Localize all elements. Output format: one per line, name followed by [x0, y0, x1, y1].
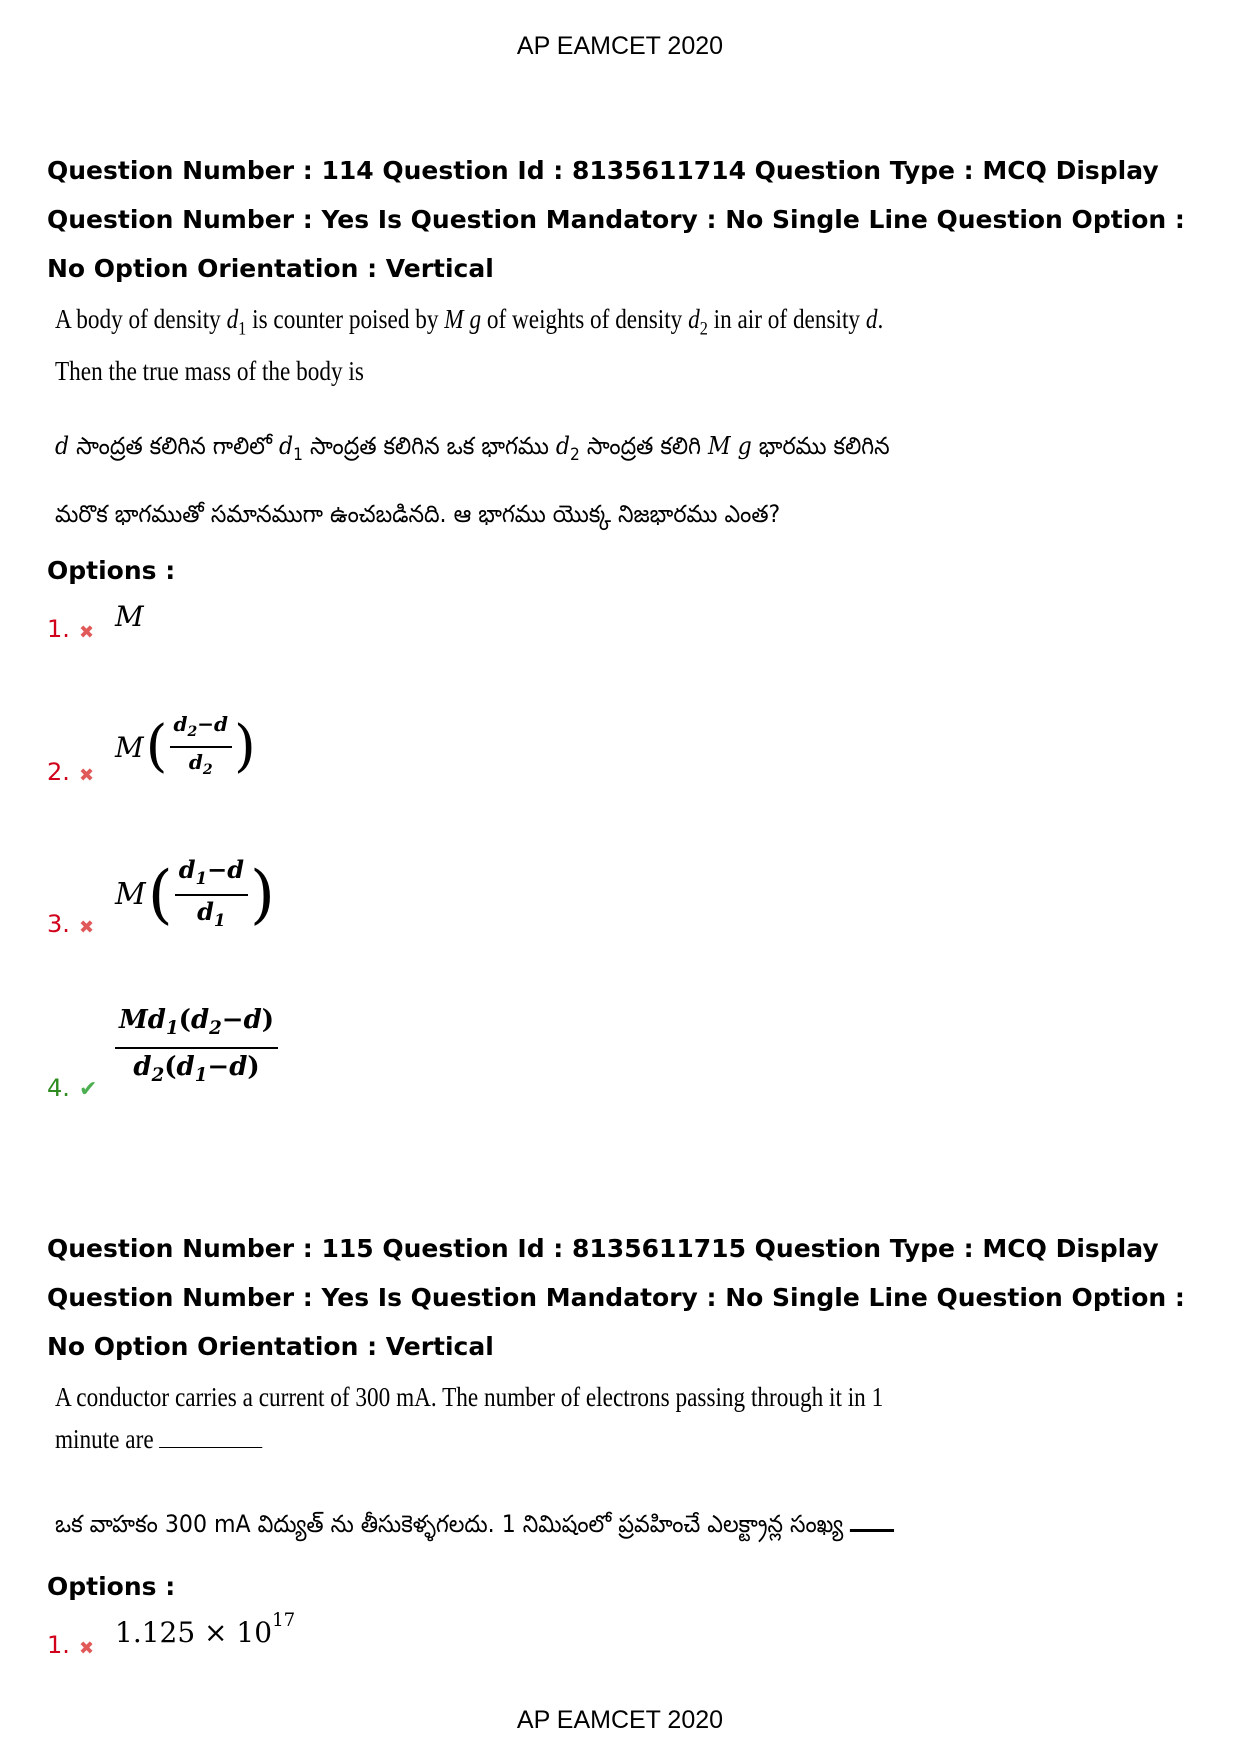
option-expression: 1.125 × 10 $^{17}$ [115, 1610, 296, 1649]
wrong-icon: ✖ [79, 1638, 95, 1659]
option-number: 2. [47, 758, 70, 786]
question-stem-english: A conductor carries a current of 300 mA. The number of electrons passing through it in 1 minute are [55, 1382, 884, 1454]
option-number: 1. [47, 615, 70, 643]
page-footer: AP EAMCET 2020 [516, 1706, 724, 1734]
question-stem-telugu: d సాంద్రత కలిగిన గాలిలో $d_1$ సాంద్రత కలిగిన ఒక భాగము $d_2$ సాంద్రత కలిగి M g భారము కలిగిన మరొక భాగముతో సమానముగా ఉంచబడినది. ఆ భాగము యొక్క నిజభారము ఎంత? [55, 432, 890, 528]
correct-icon: ✔ [79, 1077, 98, 1103]
option-number: 4. [47, 1074, 70, 1103]
wrong-icon: ✖ [79, 622, 95, 643]
question-stem-english: A body of density $d_1$ is counter poised by M g of weights of density $d_2$ in air of density d. Then the true mass of the body is [55, 304, 884, 387]
option-expression: M [115, 600, 144, 633]
question-stem-telugu: ఒక వాహకం 300 mA విద్యుత్ ను తీసుకెళ్ళగలదు. 1 నిమిషంలో ప్రవహించే ఎలక్ట్రాన్ల సంఖ్య [55, 1494, 1067, 1554]
option-item [47, 856, 277, 938]
wrong-icon: ✖ [79, 916, 95, 938]
option-item [47, 712, 258, 786]
option-item [47, 1002, 278, 1102]
option-expression: $\frac{Md_1(d_2-d)}{d_2(d_1-d)}$ [115, 1002, 278, 1094]
option-number: 3. [47, 909, 70, 938]
question-meta: Question Number : 114 Question Id : 8135611714 Question Type : MCQ Display Question Number : Yes Is Question Mandatory : No Single Line Question Option : No Option Orientation : Vertical [47, 156, 1185, 283]
options-label: Options : [47, 1572, 176, 1601]
option-expression: M ( $\frac{d_2-d}{d_2}$ ) [115, 712, 256, 779]
option-item [47, 1610, 296, 1659]
option-expression: M ( $\frac{d_1-d}{d_1}$ ) [115, 855, 276, 932]
wrong-icon: ✖ [79, 765, 95, 786]
options-label: Options : [47, 556, 176, 585]
option-item [47, 600, 144, 643]
page-header: AP EAMCET 2020 [516, 32, 724, 60]
option-number: 1. [47, 1631, 70, 1659]
question-meta: Question Number : 115 Question Id : 8135611715 Question Type : MCQ Display Question Number : Yes Is Question Mandatory : No Single Line Question Option : No Option Orientation : Vertical [47, 1234, 1185, 1361]
